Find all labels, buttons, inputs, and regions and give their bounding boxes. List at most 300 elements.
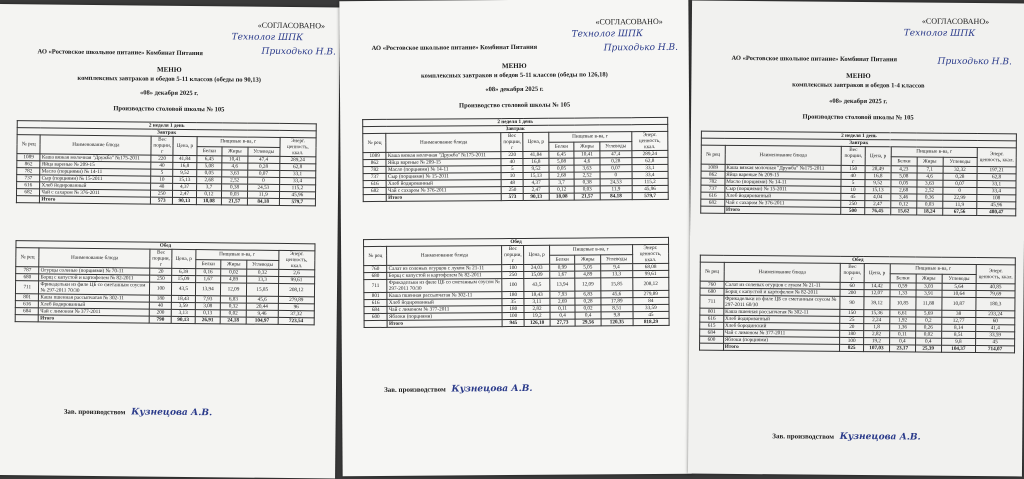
table-cell: 3,11 [524, 298, 550, 305]
table-cell [700, 343, 724, 350]
table-cell: 0,05 [549, 165, 575, 172]
col-recipe: № рец [701, 145, 725, 164]
table-cell: 104,37 [941, 345, 976, 352]
table-cell: 12,07 [864, 290, 890, 297]
table-cell: 0,02 [915, 331, 941, 338]
table-cell: 862 [17, 161, 41, 168]
col-nutrients: Пищевые в-ва, г [549, 245, 632, 255]
table-cell: 120,35 [601, 319, 633, 326]
table-cell: 208,12 [633, 277, 669, 290]
table-cell: 0,28 [943, 173, 978, 180]
table-cell: 13,3 [601, 271, 633, 278]
table-cell [15, 315, 39, 322]
table-cell: 279,89 [278, 296, 314, 303]
table-cell: 825 [840, 344, 864, 351]
lunch-table [363, 237, 670, 328]
col-weight: Вес порции, г [502, 245, 524, 264]
table-cell: 3,59 [171, 302, 195, 309]
menu-sheet-1 [0, 4, 340, 479]
chief-line [772, 431, 920, 442]
table-cell: 43,5 [524, 278, 550, 291]
table-cell: 737 [701, 185, 725, 192]
table-cell: 180 [840, 330, 864, 337]
table-cell: Фрикадельки из филе ЦБ со сметанным соусом № 297-2011 70/30 [387, 279, 502, 293]
col-weight: Вес порции, г [841, 146, 865, 165]
col-weight: Вес порции, г [501, 132, 523, 151]
table-cell: 0,12 [196, 191, 222, 198]
table-cell [364, 320, 387, 327]
table-cell: 96 [278, 303, 314, 310]
table-cell: 45,96 [632, 185, 668, 192]
col-energy: Энерг. ценность, ккал. [632, 244, 668, 263]
table-cell: 33,1 [632, 164, 668, 171]
table-cell: 711 [364, 279, 387, 292]
table-cell: 616 [15, 301, 39, 308]
col-price: Цена, р [864, 264, 890, 283]
table-cell: 9,4 [601, 264, 633, 271]
table-cell: 0,28 [600, 158, 632, 165]
table-cell: 18,43 [172, 295, 196, 302]
table-cell: 1089 [363, 152, 386, 159]
table-cell: 18,08 [549, 193, 575, 200]
table-cell: 11,9 [942, 201, 977, 208]
section-title: Обед [16, 241, 315, 251]
table-cell: 10,85 [890, 297, 916, 310]
table-cell: 684 [700, 329, 724, 336]
table-cell: 680 [16, 274, 40, 281]
table-cell: 48 [501, 179, 523, 186]
table-cell: 0,02 [220, 310, 246, 317]
table-cell: 3,63 [917, 180, 943, 187]
table-cell: 682 [16, 189, 40, 196]
table-cell: 0,03 [222, 191, 248, 198]
table-cell: Яблоки (порциями) [723, 336, 840, 344]
table-cell: 15,62 [891, 208, 917, 215]
table-cell: 84,18 [600, 193, 632, 200]
table-cell: 4,6 [574, 158, 600, 165]
table-cell: 480,47 [977, 209, 1016, 216]
table-cell: 682 [701, 199, 725, 206]
col-carb: Углеводы [600, 141, 632, 151]
table-cell: 0,07 [943, 180, 978, 187]
menu-date: «08» декабря 2025 г. [829, 97, 888, 106]
col-recipe: № рец [17, 135, 41, 154]
table-cell: 100 [502, 312, 524, 319]
menu-sheet-3 [688, 1, 1024, 477]
table-cell: 24,53 [600, 179, 632, 186]
table-cell: 2,47 [523, 186, 549, 193]
table-cell: Хлеб йодированный [723, 315, 840, 323]
table-cell: 33,59 [633, 304, 669, 311]
table-cell: 1089 [17, 154, 41, 161]
col-price: Цена, р [865, 147, 891, 166]
col-name: Наименование блюда [724, 262, 841, 282]
table-cell: 573 [502, 193, 524, 200]
table-cell: 5,08 [891, 173, 917, 180]
table-cell: 2,47 [865, 201, 891, 208]
col-name: Наименование блюда [39, 248, 150, 268]
table-cell: 2,69 [550, 298, 576, 305]
total-label: Итого [387, 320, 502, 328]
table-cell: 3,63 [574, 165, 600, 172]
table-cell: 40 [501, 158, 523, 165]
table-cell: Чай с сахаром № 376-2011 [387, 187, 502, 195]
table-cell: 801 [700, 308, 724, 315]
table-cell: 0,99 [549, 264, 575, 271]
table-cell: 39,12 [864, 297, 890, 310]
lunch-table [15, 240, 316, 325]
agreed-stamp: «СОГЛАСОВАНО» [921, 16, 990, 27]
table-cell: 10,87 [941, 297, 976, 310]
school-title: Производство столовой школы № 105 [802, 113, 914, 122]
table-cell: 16,8 [173, 162, 197, 169]
table-cell: 33,1 [279, 170, 315, 177]
table-cell: 33,4 [977, 188, 1016, 195]
table-cell: 22,99 [942, 194, 977, 201]
table-cell: 24,18 [220, 317, 246, 324]
table-cell: 737 [363, 173, 386, 180]
col-carb: Углеводы [248, 147, 280, 157]
table-cell: 684 [15, 308, 39, 315]
week-day-label: 2 неделя 1 день [363, 117, 668, 126]
table-cell: 24,53 [247, 184, 279, 191]
table-cell: 1,67 [550, 271, 576, 278]
table-cell: 11,9 [247, 191, 279, 198]
col-protein: Белки [549, 142, 575, 152]
table-cell: 10 [151, 176, 173, 183]
table-cell: 711 [15, 281, 39, 294]
approver-signature: Технолог ШПК [571, 29, 644, 40]
table-cell: 616 [701, 192, 725, 199]
table-cell: 6,39 [172, 268, 196, 275]
table-cell: 4,6 [222, 163, 248, 170]
chief-signature: Кузнецова А.В. [451, 383, 533, 395]
table-cell: 0,59 [890, 283, 916, 290]
table-cell: 41,4 [976, 325, 1015, 332]
table-cell: Каша вязкая молочная "Дружба" №175-2011 [725, 164, 842, 172]
org-name: АО «Ростовское школьное питание» Комбинат Питания [731, 54, 898, 64]
table-cell: 33,4 [279, 177, 315, 184]
table-cell: 208,12 [278, 283, 314, 296]
table-cell: 0,26 [915, 324, 941, 331]
table-cell: 3,91 [916, 290, 942, 297]
table-cell: Чай с лимоном № 377-2011 [39, 308, 150, 316]
menu-title: МЕНЮ [501, 61, 527, 71]
table-cell: 24,03 [524, 264, 550, 271]
table-cell: 1,36 [890, 324, 916, 331]
table-cell: 150 [840, 309, 864, 316]
table-cell: Масло (порциями) № 14-11 [40, 168, 151, 176]
table-cell: 616 [364, 299, 387, 306]
table-cell: 801 [15, 294, 39, 301]
col-fat: Жиры [916, 274, 942, 284]
table-cell: 33,4 [632, 171, 668, 178]
table-cell: Масло (порциями) № 14-11 [386, 166, 501, 174]
table-cell: 250 [502, 271, 524, 278]
menu-date: «08» декабря 2025 г. [139, 89, 199, 98]
table-cell: Яблоки (порциями) [387, 313, 502, 321]
table-cell: 76,45 [865, 208, 891, 215]
table-cell: 2,6 [278, 269, 314, 276]
table-cell: 19,2 [864, 338, 890, 345]
table-cell: 573 [151, 197, 173, 204]
school-title: Производство столовой школы № 105 [113, 105, 225, 114]
table-cell: 862 [701, 171, 725, 178]
table-cell: 684 [364, 306, 387, 313]
total-row [363, 192, 668, 201]
section-title: Обед [700, 255, 1015, 265]
table-cell: 220 [501, 151, 523, 158]
table-cell: 45 [976, 339, 1015, 346]
table-cell: 737 [17, 175, 41, 182]
table-cell: 787 [16, 267, 40, 274]
table-cell: 10 [841, 186, 865, 193]
table-cell: 100 [150, 282, 172, 295]
table-cell: 0,03 [916, 201, 942, 208]
table-cell: 180,3 [976, 298, 1015, 311]
table-cell: 20 [150, 268, 172, 275]
table-header-row [17, 135, 316, 148]
table-cell: Сыр (порциями) № 15-2011 [725, 185, 842, 193]
table-cell: 1089 [701, 164, 725, 171]
table-cell: 15,85 [601, 278, 633, 291]
table-cell: 0,11 [889, 331, 915, 338]
table-cell: 107,03 [863, 345, 889, 352]
col-protein: Белки [197, 146, 223, 156]
table-cell: 115,2 [279, 184, 315, 191]
table-cell: 0,07 [247, 170, 279, 177]
table-cell: 945 [502, 319, 524, 326]
table-cell [16, 196, 40, 203]
table-cell: 41,84 [523, 151, 549, 158]
table-cell: 5,05 [575, 264, 601, 271]
table-cell: 200 [840, 289, 864, 296]
table-cell: 4,04 [865, 194, 891, 201]
table-cell: 20,44 [246, 303, 278, 310]
table-cell: 6,61 [890, 310, 916, 317]
table-cell: 200 [149, 309, 171, 316]
table-cell: 115,2 [632, 178, 668, 185]
table-cell: 0,03 [574, 186, 600, 193]
table-cell: 18,43 [524, 291, 550, 298]
table-cell: 1,8 [864, 324, 890, 331]
table-cell: 2,82 [524, 305, 550, 312]
table-cell: Фрикадельки из филе ЦБ со сметанным соусом № 297-2011 70/30 [39, 281, 150, 295]
table-cell: 13,94 [195, 283, 221, 296]
week-day-label: 2 неделя 1 день [701, 131, 1016, 141]
col-price: Цена, р [524, 245, 550, 264]
table-cell: 5 [151, 169, 173, 176]
agreed-stamp: «СОГЛАСОВАНО» [595, 16, 663, 27]
table-cell: 108 [977, 195, 1016, 202]
table-cell: Фрикадельки из филе ЦБ со сметанным соусом № 297-2011 60/30 [724, 295, 841, 309]
agreed-stamp: «СОГЛАСОВАНО» [257, 20, 326, 31]
table-cell: 1,67 [195, 276, 221, 283]
col-nutrients: Пищевые в-ва, г [891, 147, 977, 157]
lunch-table [699, 255, 1016, 354]
table-cell: 250 [501, 186, 523, 193]
table-cell: 0,05 [891, 180, 917, 187]
menu-date: «08» декабря 2025 г. [485, 85, 544, 94]
table-cell: 41,84 [173, 155, 197, 162]
table-cell: 0,12 [891, 201, 917, 208]
table-cell: 9,52 [523, 165, 549, 172]
table-cell: 782 [17, 168, 41, 175]
table-cell: Хлеб йодированный [40, 182, 151, 190]
table-cell: 27,73 [550, 319, 576, 326]
table-cell: 4,37 [523, 179, 549, 186]
total-label: Итого [39, 315, 150, 323]
table-cell: Каша пшенная рассыпчатая № 302-11 [39, 294, 150, 302]
table-cell: 99,61 [632, 270, 668, 277]
table-cell: 197,21 [977, 167, 1016, 174]
table-cell: 0,32 [246, 269, 278, 276]
table-cell: Хлеб бородинский [723, 322, 840, 330]
table-cell: 90,13 [173, 197, 197, 204]
table-cell: 3,13 [171, 309, 195, 316]
col-name: Наименование блюда [387, 246, 502, 266]
table-cell: 3,7 [549, 179, 575, 186]
table-cell: Сыр (порциями) № 15-2011 [40, 175, 151, 183]
table-cell: 818,29 [633, 318, 669, 325]
table-cell: 15,13 [173, 176, 197, 183]
total-label: Итого [40, 196, 151, 204]
section-title: Обед [364, 237, 669, 246]
table-cell: 0,05 [196, 170, 222, 177]
col-price: Цена, р [523, 132, 549, 151]
table-cell: 600 [700, 336, 724, 343]
table-cell: 68,08 [632, 263, 668, 270]
chief-line [384, 384, 532, 395]
col-recipe: № рец [700, 262, 724, 281]
table-cell: 1,92 [890, 317, 916, 324]
chief-line [64, 407, 213, 419]
table-cell: 35 [502, 298, 524, 305]
table-cell: 680 [700, 288, 724, 295]
table-cell: 616 [700, 315, 724, 322]
table-cell: 10 [501, 172, 523, 179]
table-cell: Каша вязкая молочная "Дружба" №175-2011 [40, 154, 151, 162]
table-cell: 600 [364, 313, 387, 320]
table-cell: 180 [150, 295, 172, 302]
table-cell: Масло (порциями) № 14-11 [725, 178, 842, 186]
org-name: АО «Ростовское школьное питание» Комбинат Питания [37, 48, 203, 58]
table-cell: 4,6 [917, 173, 943, 180]
table-cell [701, 206, 725, 213]
table-cell: Борщ с капустой и картофелем № 82-2011 [39, 274, 150, 282]
approver-name: Приходько Н.В. [261, 46, 336, 58]
table-cell: 180 [502, 305, 524, 312]
table-cell: 0,11 [550, 305, 576, 312]
table-cell: 0 [600, 172, 632, 179]
table-cell: Борщ с капустой и картофелем № 82-2011 [387, 272, 502, 280]
table-cell: 12,09 [575, 278, 601, 291]
menu-subtitle: комплексных завтраков и обедов 5-11 классов (обеды по 90,13) [77, 74, 262, 84]
table-cell: 2,68 [196, 177, 222, 184]
table-cell: 782 [701, 178, 725, 185]
table-cell: 6,45 [196, 156, 222, 163]
table-cell: 100 [502, 278, 524, 291]
table-cell: 45,96 [977, 202, 1016, 209]
table-cell: 45,96 [279, 191, 315, 198]
table-cell: 45 [841, 193, 865, 200]
table-cell: 40 [841, 172, 865, 179]
table-cell: 47,4 [600, 151, 632, 158]
table-cell: 3,7 [196, 184, 222, 191]
table-cell: 38 [941, 310, 976, 317]
table-cell: Яйца вареные № 209-15 [386, 159, 501, 167]
total-row [364, 318, 669, 327]
table-cell: 33,59 [976, 332, 1015, 339]
table-cell: 2,52 [222, 177, 248, 184]
menu-sheet-2 [339, 0, 691, 476]
menu-title: МЕНЮ [846, 71, 871, 81]
approver-signature: Технолог ШПК [231, 32, 304, 44]
col-energy: Энерг. ценность, ккал. [280, 137, 316, 156]
table-cell: Чай с сахаром № 376-2011 [724, 199, 841, 207]
table-cell: 7,1 [917, 166, 943, 173]
table-cell: 9,52 [173, 169, 197, 176]
col-recipe: № рец [16, 248, 40, 267]
table-cell: 0,4 [550, 312, 576, 319]
table-cell: Каша вязкая молочная "Дружба" №175-2011 [386, 152, 501, 160]
chief-label: Зав. производством [772, 432, 835, 441]
section-title: Завтрак [701, 138, 1016, 148]
table-cell: 40,85 [976, 284, 1015, 291]
table-cell: 3,46 [891, 194, 917, 201]
table-cell: 3,03 [916, 283, 942, 290]
table-cell: 40 [150, 302, 172, 309]
col-carb: Углеводы [943, 157, 978, 167]
total-label: Итого [723, 343, 840, 351]
table-cell: 500 [841, 207, 865, 214]
table-cell: Каша пшенная рассыпчатая № 302-11 [724, 308, 841, 316]
table-cell: 10,41 [222, 156, 248, 163]
table-cell: 8,51 [941, 331, 976, 338]
table-cell: 11,88 [916, 297, 942, 310]
breakfast-table [16, 120, 317, 206]
table-cell: 2,24 [864, 317, 890, 324]
table-cell: 43,5 [172, 282, 196, 295]
table-cell: 0,2 [915, 317, 941, 324]
table-cell: Чай с лимоном № 377-2011 [387, 306, 502, 314]
table-cell: 79,69 [976, 291, 1015, 298]
table-cell: Салат из соленых огурцов с луком № 21-11 [724, 281, 841, 289]
table-cell: 90,13 [523, 193, 549, 200]
table-cell: 15,13 [523, 172, 549, 179]
col-weight: Вес порции, г [151, 136, 173, 155]
table-cell: 616 [363, 180, 386, 187]
table-cell: 62,8 [279, 163, 315, 170]
table-cell: 3,08 [195, 303, 221, 310]
table-cell: 15,36 [864, 310, 890, 317]
col-weight: Вес порции, г [150, 249, 172, 268]
approver-name: Приходько Н.В. [937, 56, 1012, 68]
table-cell: 0,28 [575, 298, 601, 305]
table-cell: 682 [363, 187, 386, 194]
col-protein: Белки [890, 273, 916, 283]
table-cell: 616 [17, 182, 41, 189]
table-cell: Чай с лимоном № 377-2011 [723, 329, 840, 337]
col-protein: Белки [195, 259, 221, 269]
col-name: Наименование блюда [40, 135, 151, 155]
col-energy: Энерг. ценность, ккал. [632, 131, 668, 150]
table-cell: 45,6 [246, 296, 278, 303]
table-cell: 100 [840, 337, 864, 344]
col-fat: Жиры [575, 254, 601, 264]
chief-label: Зав. производством [63, 407, 126, 417]
col-fat: Жиры [574, 141, 600, 151]
